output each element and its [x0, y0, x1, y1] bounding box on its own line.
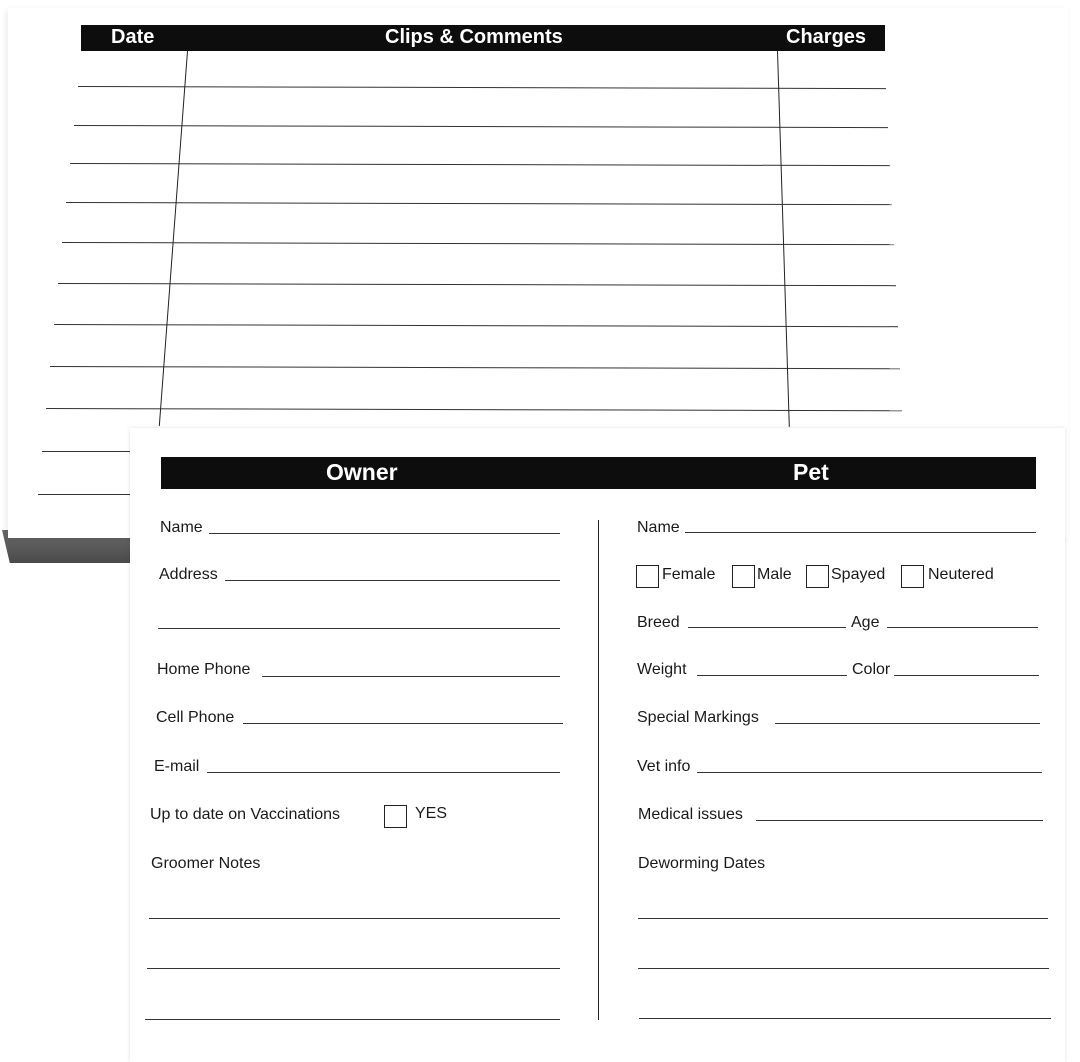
age-label: Age: [851, 614, 880, 631]
vet-info-label: Vet info: [637, 758, 691, 775]
deworming-dates-line[interactable]: [638, 918, 1048, 919]
breed-label: Breed: [637, 614, 680, 631]
special-markings-label: Special Markings: [637, 709, 759, 726]
neutered-label: Neutered: [928, 566, 994, 583]
email-label: E-mail: [154, 758, 200, 775]
owner-name-label: Name: [160, 519, 203, 536]
groomer-notes-label: Groomer Notes: [151, 855, 261, 872]
spayed-label: Spayed: [831, 566, 886, 583]
pet-name-label: Name: [637, 519, 680, 536]
color-label: Color: [852, 661, 891, 678]
log-row-line[interactable]: [38, 494, 132, 495]
log-table-header: [81, 25, 885, 51]
owner-name-field[interactable]: [209, 533, 560, 534]
email-field[interactable]: [207, 772, 560, 773]
column-header-clips-comments: Clips & Comments: [385, 26, 563, 48]
special-markings-field[interactable]: [775, 723, 1040, 724]
age-field[interactable]: [887, 627, 1038, 628]
groomer-notes-line[interactable]: [147, 968, 560, 969]
female-checkbox[interactable]: [636, 565, 659, 588]
client-info-header: [161, 457, 1036, 489]
color-field[interactable]: [894, 675, 1039, 676]
spayed-checkbox[interactable]: [806, 565, 829, 588]
cell-phone-field[interactable]: [243, 723, 563, 724]
column-header-charges: Charges: [786, 26, 867, 48]
vaccinations-yes-label: YES: [415, 805, 448, 822]
medical-issues-label: Medical issues: [638, 806, 743, 823]
owner-address-field-2[interactable]: [158, 628, 560, 629]
male-checkbox[interactable]: [732, 565, 755, 588]
column-divider: [598, 520, 599, 1020]
pet-header: Pet: [793, 459, 829, 485]
weight-label: Weight: [637, 661, 687, 678]
column-header-date: Date: [111, 26, 155, 48]
log-row-line[interactable]: [42, 451, 132, 452]
breed-field[interactable]: [688, 627, 846, 628]
home-phone-field[interactable]: [262, 676, 560, 677]
deworming-dates-line[interactable]: [638, 968, 1049, 969]
home-phone-label: Home Phone: [157, 661, 251, 678]
cell-phone-label: Cell Phone: [156, 709, 235, 726]
neutered-checkbox[interactable]: [901, 565, 924, 588]
female-label: Female: [662, 566, 716, 583]
owner-header: Owner: [326, 459, 398, 485]
vet-info-field[interactable]: [697, 772, 1042, 773]
owner-address-field[interactable]: [225, 580, 560, 581]
pet-name-field[interactable]: [685, 532, 1036, 533]
deworming-dates-line[interactable]: [639, 1018, 1051, 1019]
groomer-notes-line[interactable]: [145, 1019, 560, 1020]
vaccinations-yes-checkbox[interactable]: [384, 805, 407, 828]
medical-issues-field[interactable]: [756, 820, 1043, 821]
male-label: Male: [757, 566, 792, 583]
vaccinations-label: Up to date on Vaccinations: [150, 806, 341, 823]
deworming-dates-label: Deworming Dates: [638, 855, 766, 872]
groomer-notes-line[interactable]: [149, 918, 560, 919]
owner-address-label: Address: [159, 566, 218, 583]
weight-field[interactable]: [697, 675, 847, 676]
